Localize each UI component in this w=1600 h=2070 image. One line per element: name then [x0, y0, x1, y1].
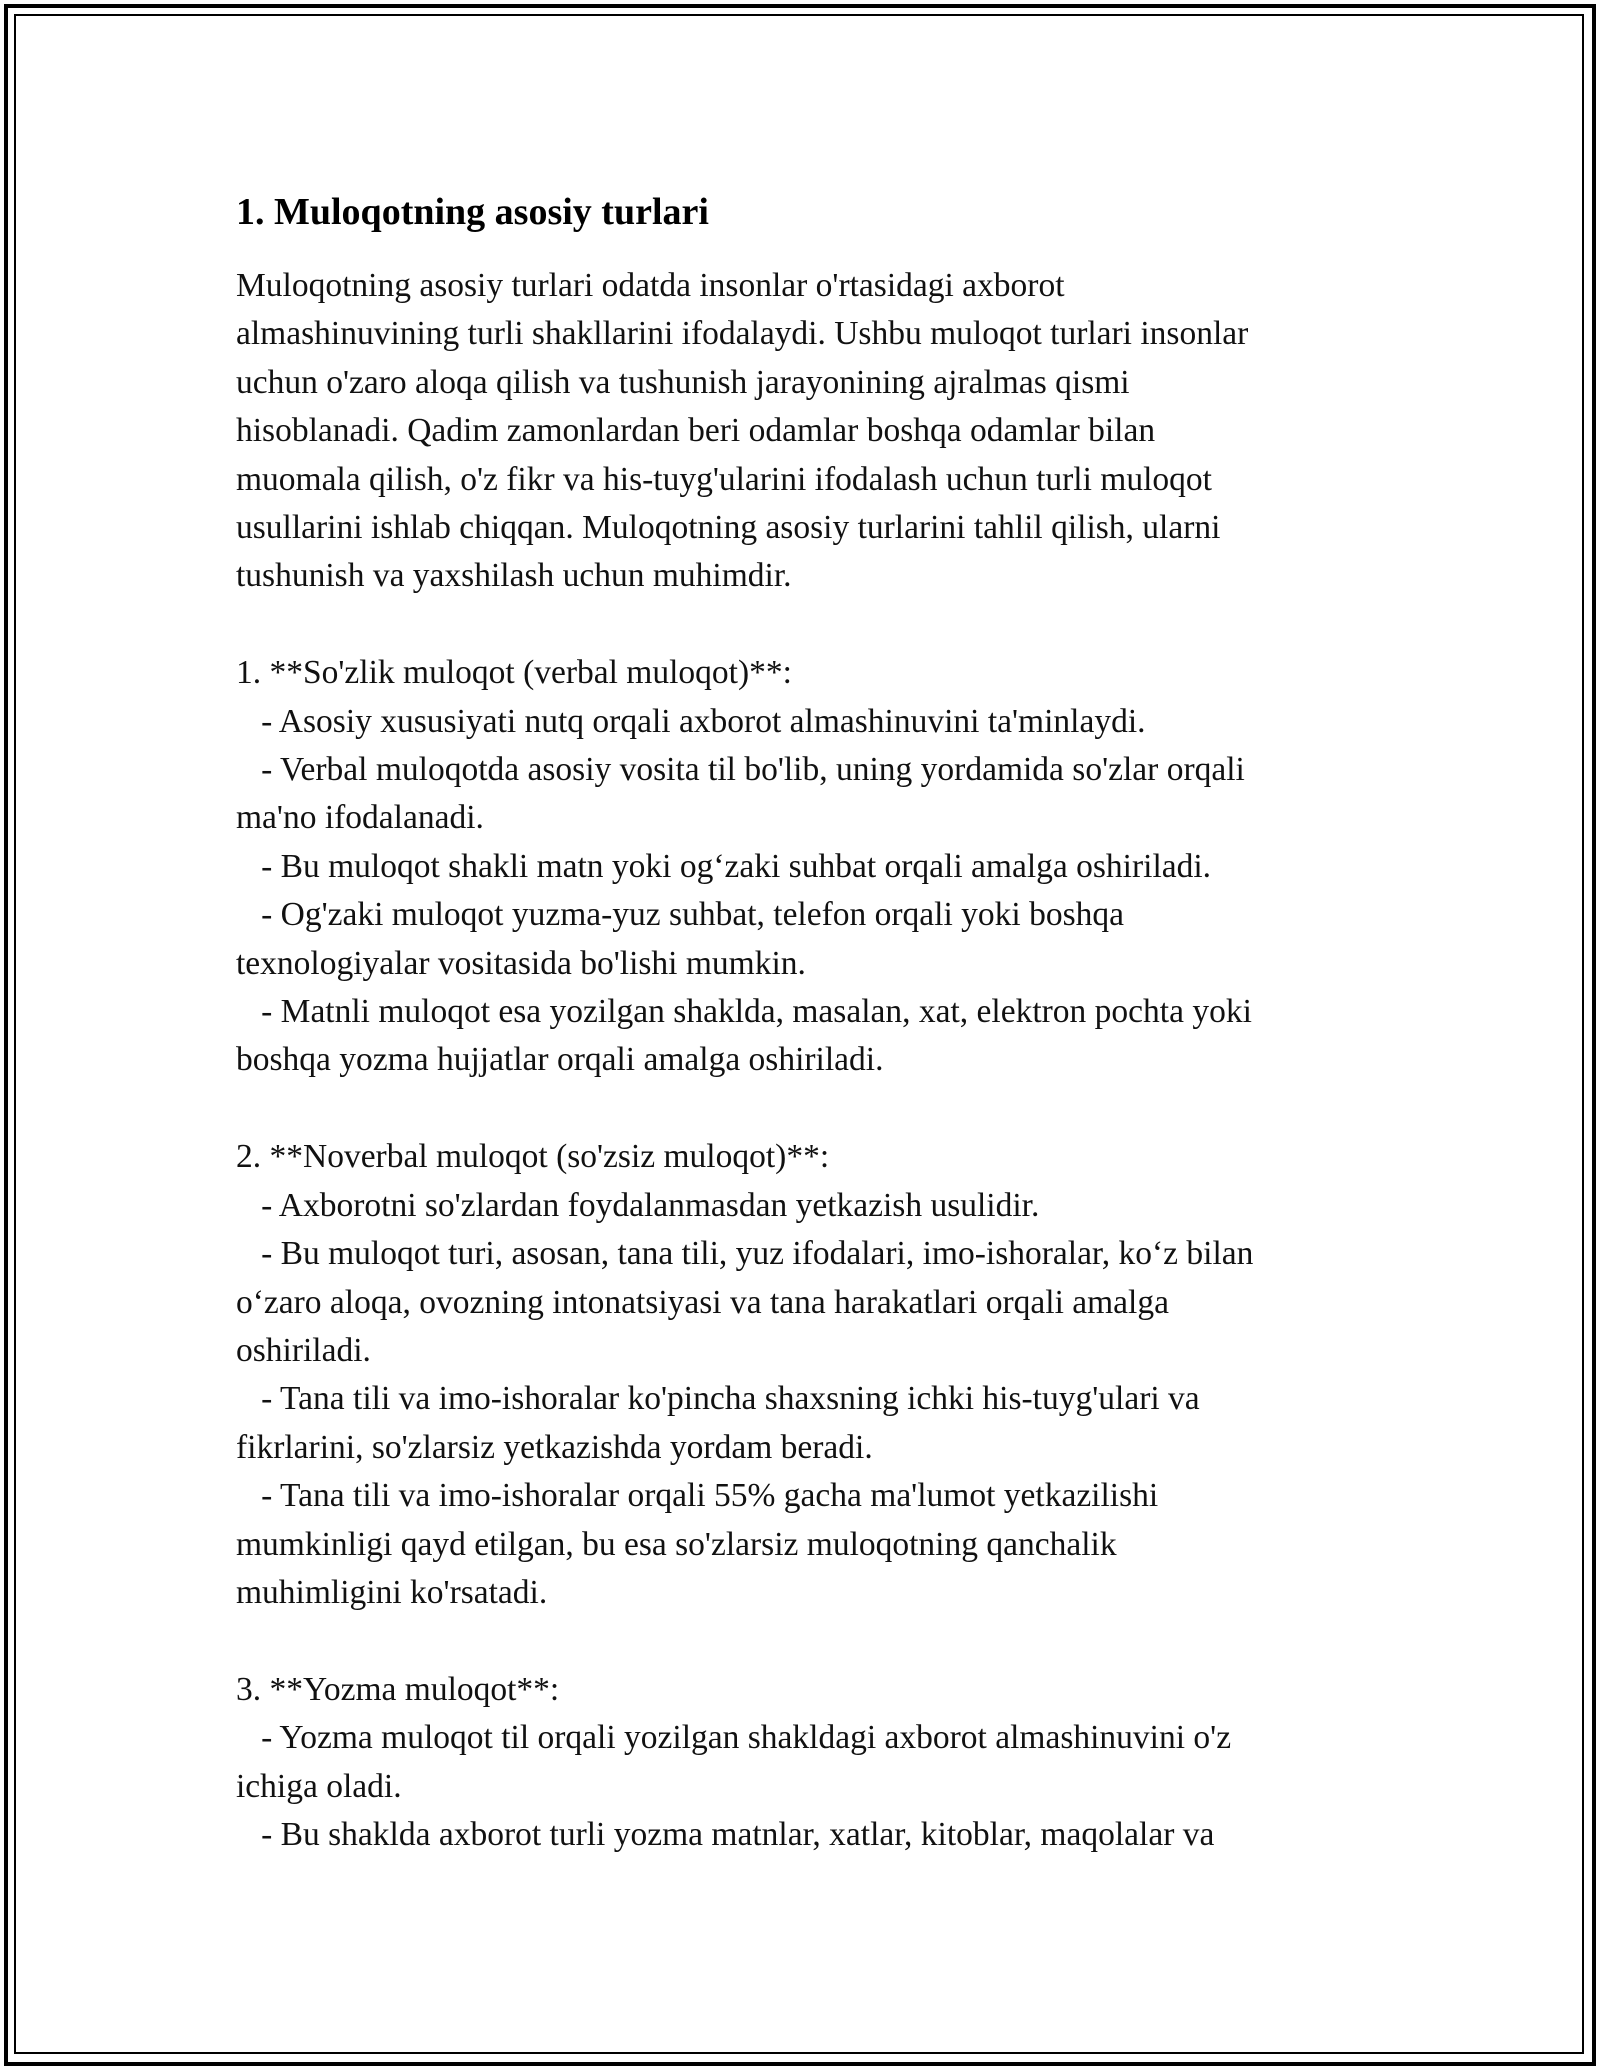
- list-item: - Bu muloqot shakli matn yoki og‘zaki suhbat orqali amalga oshiriladi.: [236, 847, 1212, 885]
- list-item: - Asosiy xususiyati nutq orqali axborot almashinuvini ta'minlaydi.: [236, 702, 1146, 740]
- list-item: - Tana tili va imo-ishoralar orqali 55% gacha ma'lumot yetkazilishi: [236, 1477, 1159, 1515]
- paragraph-spacer: [236, 1085, 1366, 1133]
- text-line: Muloqotning asosiy turlari odatda insonlar o'rtasidagi axborot: [236, 267, 1065, 304]
- text-line: almashinuvining turli shakllarini ifodalaydi. Ushbu muloqot turlari insonlar: [236, 315, 1249, 353]
- list-item: - Bu shaklda axborot turli yozma matnlar, xatlar, kitoblar, maqolalar va: [236, 1815, 1215, 1853]
- list-item-continuation: oshiriladi.: [236, 1331, 371, 1369]
- list-item: - Og'zaki muloqot yuzma-yuz suhbat, telefon orqali yoki boshqa: [236, 896, 1124, 934]
- paragraph-spacer: [236, 601, 1366, 649]
- section-heading: 3. **Yozma muloqot**:: [236, 1670, 560, 1708]
- list-item: - Tana tili va imo-ishoralar ko'pincha shaxsning ichki his-tuyg'ulari va: [236, 1380, 1200, 1418]
- section-verbal: [236, 649, 1366, 1085]
- text-line: hisoblanadi. Qadim zamonlardan beri odamlar boshqa odamlar bilan: [236, 412, 1156, 450]
- list-item: - Verbal muloqotda asosiy vosita til bo'lib, uning yordamida so'zlar orqali: [236, 751, 1245, 789]
- section-heading: 1. **So'zlik muloqot (verbal muloqot)**:: [236, 654, 792, 692]
- list-item-continuation: mumkinligi qayd etilgan, bu esa so'zlarsiz muloqotning qanchalik: [236, 1525, 1117, 1563]
- text-line: uchun o'zaro aloqa qilish va tushunish jarayonining ajralmas qismi: [236, 363, 1130, 401]
- list-item-continuation: texnologiyalar vositasida bo'lishi mumkin.: [236, 944, 806, 982]
- list-item-continuation: ma'no ifodalanadi.: [236, 799, 484, 837]
- list-item: - Matnli muloqot esa yozilgan shaklda, masalan, xat, elektron pochta yoki: [236, 993, 1252, 1031]
- intro-paragraph: [236, 262, 1366, 601]
- list-item-continuation: fikrlarini, so'zlarsiz yetkazishda yordam beradi.: [236, 1428, 873, 1466]
- list-item-continuation: ichiga oladi.: [236, 1767, 402, 1805]
- list-item: - Axborotni so'zlardan foydalanmasdan yetkazish usulidir.: [236, 1186, 1040, 1224]
- text-line: tushunish va yaxshilash uchun muhimdir.: [236, 557, 792, 595]
- list-item: - Yozma muloqot til orqali yozilgan shakldagi axborot almashinuvini o'z: [236, 1719, 1232, 1757]
- document-body: [236, 188, 1366, 1859]
- list-item-continuation: boshqa yozma hujjatlar orqali amalga oshiriladi.: [236, 1041, 884, 1079]
- document-title: 1. Muloqotning asosiy turlari: [236, 191, 709, 233]
- text-line: muomala qilish, o'z fikr va his-tuyg'ularini ifodalash uchun turli muloqot: [236, 460, 1212, 498]
- section-written: [236, 1666, 1366, 1860]
- list-item: - Bu muloqot turi, asosan, tana tili, yuz ifodalari, imo-ishoralar, ko‘z bilan: [236, 1235, 1254, 1273]
- section-nonverbal: [236, 1133, 1366, 1617]
- text-line: usullarini ishlab chiqqan. Muloqotning asosiy turlarini tahlil qilish, ularni: [236, 509, 1221, 547]
- list-item-continuation: o‘zaro aloqa, ovozning intonatsiyasi va tana harakatlari orqali amalga: [236, 1283, 1169, 1321]
- paragraph-spacer: [236, 1617, 1366, 1665]
- list-item-continuation: muhimligini ko'rsatadi.: [236, 1573, 548, 1611]
- section-heading: 2. **Noverbal muloqot (so'zsiz muloqot)**:: [236, 1138, 830, 1176]
